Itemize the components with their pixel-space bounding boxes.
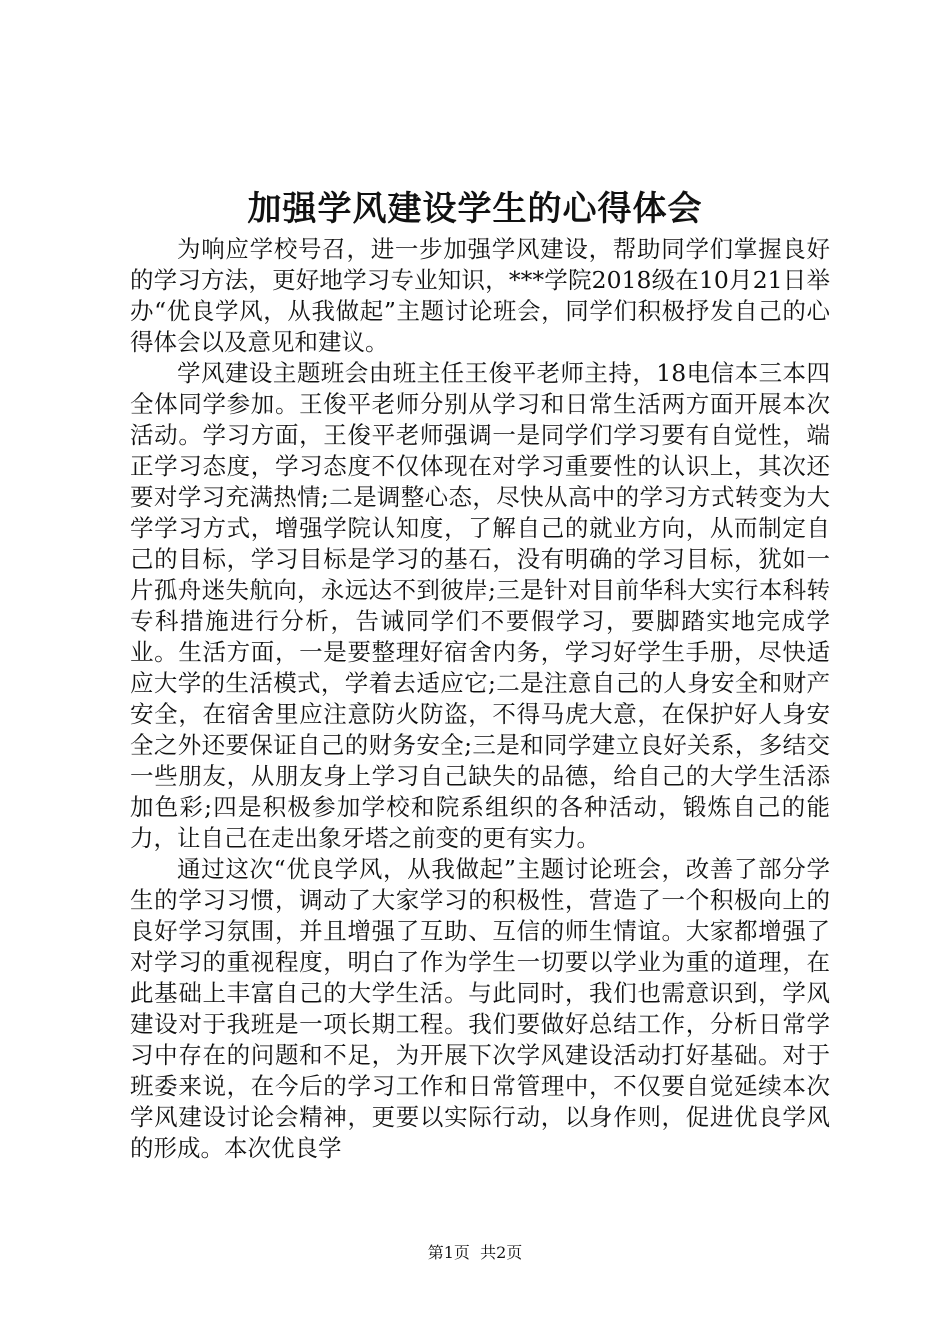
- paragraph-meeting-content: 学风建设主题班会由班主任王俊平老师主持，18电信本三本四全体同学参加。王俊平老师分别从学习和日常生活两方面开展本次活动。学习方面，王俊平老师强调一是同学们学习要有自觉性，端正学习态度，学习态度不仅体现在对学习重要性的认识上，其次还要对学习充满热情;二是调整心态，尽快从高中的学习方式转变为大学学习方式，增强学院认知度，了解自己的就业方向，从而制定自己的目标，学习目标是学习的基石，没有明确的学习目标，犹如一片孤舟迷失航向，永远达不到彼岸;三是针对目前华科大实行本科转专科措施进行分析，告诫同学们不要假学习，要脚踏实地完成学业。生活方面，一是要整理好宿舍内务，学习好学生手册，尽快适应大学的生活模式，学着去适应它;二是注意自己的人身安全和财产安全，在宿舍里应注意防火防盗，不得马虎大意，在保护好人身安全之外还要保证自己的财务安全;三是和同学建立良好关系，多结交一些朋友，从朋友身上学习自己缺失的品德，给自己的大学生活添加色彩;四是积极参加学校和院系组织的各种活动，锻炼自己的能力，让自己在走出象牙塔之前变的更有实力。: [130, 359, 830, 852]
- document-title: 加强学风建设学生的心得体会: [247, 189, 703, 229]
- page-number: 第1页 共2页: [427, 1243, 523, 1262]
- page-footer: [0, 1242, 950, 1264]
- document-body: [130, 234, 830, 1164]
- paragraph-intro: 为响应学校号召，进一步加强学风建设，帮助同学们掌握良好的学习方法，更好地学习专业知识，***学院2018级在10月21日举办“优良学风，从我做起”主题讨论班会，同学们积极抒发自己的心得体会以及意见和建议。: [130, 235, 830, 356]
- paragraph-summary: 通过这次“优良学风，从我做起”主题讨论班会，改善了部分学生的学习习惯，调动了大家学习的积极性，营造了一个积极向上的良好学习氛围，并且增强了互助、互信的师生情谊。大家都增强了对学习的重视程度，明白了作为学生一切要以学业为重的道理，在此基础上丰富自己的大学生活。与此同时，我们也需意识到，学风建设对于我班是一项长期工程。我们要做好总结工作，分析日常学习中存在的问题和不足，为开展下次学风建设活动打好基础。对于班委来说，在今后的学习工作和日常管理中，不仅要自觉延续本次学风建设讨论会精神，更要以实际行动，以身作则，促进优良学风的形成。本次优良学: [130, 855, 830, 1162]
